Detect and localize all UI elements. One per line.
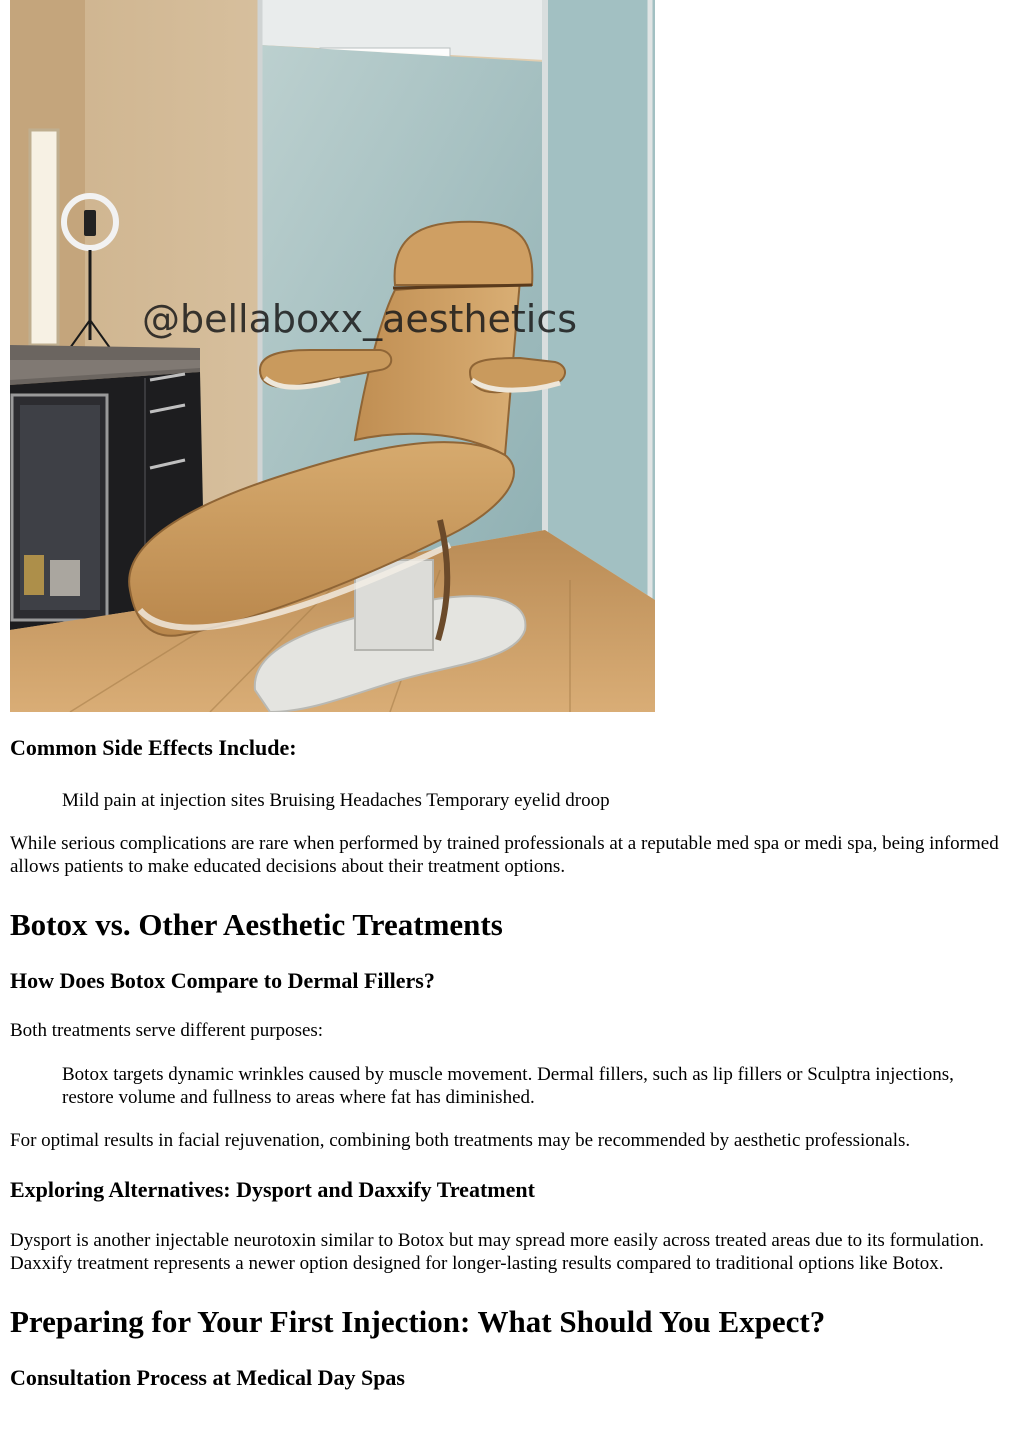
comparison-heading: Botox vs. Other Aesthetic Treatments [10,907,503,943]
alternatives-paragraph: Dysport is another injectable neurotoxin similar to Botox but may spread more easily across treated areas due to its formulation. Daxxify treatment represents a newer option designed for longer-lasting results compared to traditional options like Botox. [10,1230,985,1275]
fillers-heading: How Does Botox Compare to Dermal Fillers? [10,967,435,993]
side-effects-list: Mild pain at injection sites Bruising Headaches Temporary eyelid droop [62,790,610,812]
complications-paragraph: While serious complications are rare when performed by trained professionals at a reputable med spa or medi spa, being informed allows patients to make educated decisions about their treatment options. [10,833,999,878]
preparing-heading: Preparing for Your First Injection: What Should You Expect? [10,1304,826,1340]
photo-watermark: @bellaboxx_aesthetics [142,297,578,341]
fillers-conclusion: For optimal results in facial rejuvenation, combining both treatments may be recommended by aesthetic professionals. [10,1129,911,1151]
fillers-intro: Both treatments serve different purposes: [10,1019,324,1041]
article-body [10,735,1010,1391]
treatment-room-photo [10,0,655,712]
fillers-list: Botox targets dynamic wrinkles caused by muscle movement. Dermal fillers, such as lip fillers or Sculptra injections, restore volume and fullness to areas where fat has diminished. [62,1063,954,1108]
side-effects-heading: Common Side Effects Include: [10,735,297,760]
consultation-heading: Consultation Process at Medical Day Spas [10,1364,405,1390]
alternatives-heading: Exploring Alternatives: Dysport and Daxxify Treatment [10,1176,535,1202]
